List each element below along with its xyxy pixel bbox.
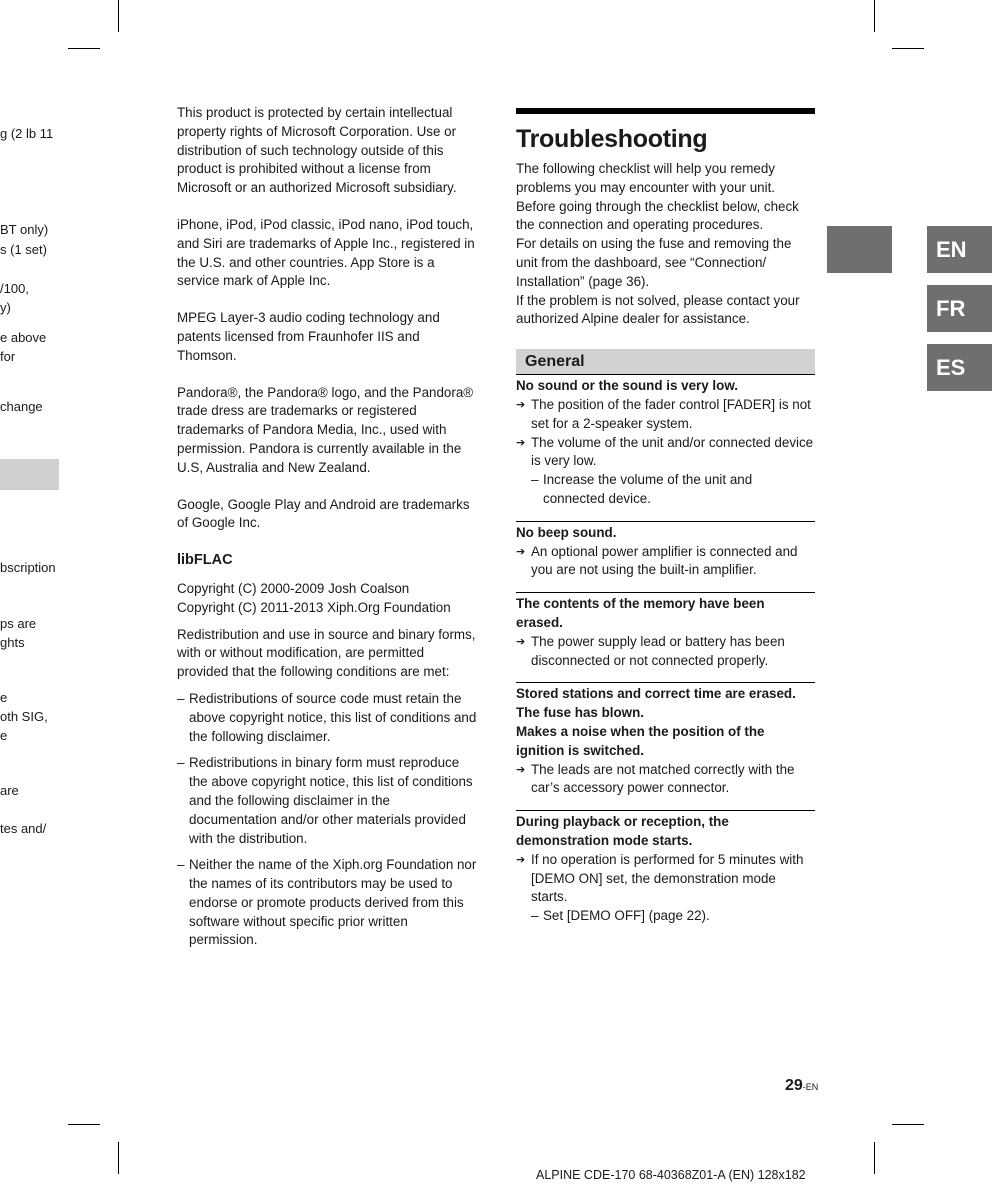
- crop-mark: [118, 1142, 119, 1174]
- google-notice: Google, Google Play and Android are trademarks of Google Inc.: [177, 496, 470, 531]
- left-fragment: e above: [0, 330, 47, 345]
- tab-es[interactable]: ES: [927, 344, 992, 391]
- crop-mark: [874, 1142, 875, 1174]
- license-condition: – Redistributions in binary form must reproduce the above copyright notice, this list of conditions and the following disclaimer in the documentation and/or other materials provided with the distribution.: [177, 754, 477, 848]
- mpeg-notice: MPEG Layer-3 audio coding technology and patents licensed from Fraunhofer IIS and Thomson.: [177, 310, 440, 363]
- section-heading-general: General: [516, 349, 815, 375]
- copyright-line: Copyright (C) 2000-2009 Josh Coalson: [177, 580, 410, 596]
- left-fragment: tes and/: [0, 821, 47, 836]
- left-fragment: ps are: [0, 616, 37, 631]
- left-fragment: e: [0, 728, 8, 743]
- apple-notice: iPhone, iPod, iPod classic, iPod nano, iPod touch, and Siri are trademarks of Apple Inc., registered in the U.S. and other countries. App Store is a service mark of Apple Inc.: [177, 216, 475, 289]
- pandora-notice: Pandora®, the Pandora® logo, and the Pandora® trade dress are trademarks or registered trademarks of Pandora Media, Inc., used with permission. Pandora is currently available in the U.S, Australia and New Zealand.: [177, 384, 474, 475]
- intro-paragraph: If the problem is not solved, please contact your authorized Alpine dealer for assistance.: [516, 292, 800, 327]
- crop-mark: [118, 0, 119, 32]
- issue-item: [516, 521, 815, 580]
- left-fragment: change: [0, 399, 43, 414]
- left-fragment: bscription: [0, 560, 56, 575]
- license-condition: – Neither the name of the Xiph.org Foundation nor the names of its contributors may be used to endorse or promote products derived from this software without specific prior written permission.: [177, 856, 477, 950]
- issue-cause: ➔ The volume of the unit and/or connected device is very low.: [516, 434, 815, 472]
- redistribution-intro: Redistribution and use in source and binary forms, with or without modification, are permitted provided that the following conditions are met:: [177, 626, 476, 680]
- issue-heading: The fuse has blown.: [516, 705, 644, 721]
- libflac-heading: libFLAC: [177, 552, 233, 569]
- left-fragment: s (1 set): [0, 242, 47, 257]
- left-fragment: for: [0, 349, 16, 364]
- issue-heading: Makes a noise when the position of the ignition is switched.: [516, 723, 765, 758]
- intro-paragraph: For details on using the fuse and removing the unit from the dashboard, see “Connection/ Installation” (page 36).: [516, 236, 792, 289]
- page-number-suffix: -EN: [802, 1082, 819, 1092]
- intro: [516, 160, 815, 329]
- issue-item: [516, 592, 815, 670]
- trademark-column: [177, 104, 477, 958]
- crop-mark: [892, 48, 924, 49]
- issue-remedy: – Set [DEMO OFF] (page 22).: [516, 907, 815, 926]
- page-number-value: 29: [785, 1077, 803, 1094]
- left-fragment: oth SIG,: [0, 709, 48, 724]
- issue-item: [516, 375, 815, 509]
- issue-remedy: – Increase the volume of the unit and connected device.: [516, 471, 815, 509]
- left-section-bar: [0, 459, 59, 490]
- microsoft-notice: This product is protected by certain intellectual property rights of Microsoft Corporation. Use or distribution of such technology outside of this product is prohibited without a license from Microsoft or an authorized Microsoft subsidiary.: [177, 105, 457, 196]
- intro-paragraph: The following checklist will help you remedy problems you may encounter with your unit. Before going through the checklist below, check the connection and operating procedures.: [516, 161, 799, 233]
- license-condition: – Redistributions of source code must retain the above copyright notice, this list of conditions and the following disclaimer.: [177, 690, 477, 746]
- issue-cause: ➔ The leads are not matched correctly with the car’s accessory power connector.: [516, 761, 815, 799]
- issue-heading: No beep sound.: [516, 524, 617, 540]
- left-fragment: y): [0, 300, 11, 315]
- left-fragment: ghts: [0, 635, 25, 650]
- issue-heading: The contents of the memory have been erased.: [516, 596, 765, 630]
- issue-heading: No sound or the sound is very low.: [516, 378, 738, 394]
- troubleshooting-column: [516, 108, 815, 926]
- issue-cause: ➔ The position of the fader control [FADER] is not set for a 2-speaker system.: [516, 396, 815, 434]
- left-fragment: BT only): [0, 222, 49, 237]
- issue-heading: Stored stations and correct time are erased.: [516, 686, 796, 702]
- tab-fr[interactable]: FR: [927, 285, 992, 332]
- crop-mark: [68, 1124, 100, 1125]
- copyright-lines: [177, 580, 477, 618]
- issue-item: [516, 682, 815, 798]
- copyright-line: Copyright (C) 2011-2013 Xiph.Org Foundation: [177, 599, 451, 615]
- issue-cause: ➔ The power supply lead or battery has been disconnected or not connected properly.: [516, 633, 815, 671]
- left-fragment: are: [0, 783, 19, 798]
- left-fragment: e: [0, 690, 8, 705]
- issue-heading: During playback or reception, the demonstration mode starts.: [516, 814, 729, 848]
- footer-code: ALPINE CDE-170 68-40368Z01-A (EN) 128x182: [536, 1168, 806, 1182]
- title-rule: [516, 108, 815, 114]
- page-number: [785, 1077, 818, 1095]
- left-fragment: g (2 lb 11: [0, 126, 54, 141]
- tab-en[interactable]: EN: [927, 226, 992, 273]
- license-conditions: [177, 690, 477, 950]
- crop-mark: [892, 1124, 924, 1125]
- issue-item: [516, 810, 815, 926]
- issue-cause: ➔ An optional power amplifier is connected and you are not using the built-in amplifier.: [516, 543, 815, 581]
- crop-mark: [68, 48, 100, 49]
- language-tab-marker: [827, 226, 892, 273]
- left-fragment: /100,: [0, 281, 29, 296]
- issue-cause: ➔ If no operation is performed for 5 minutes with [DEMO ON] set, the demonstration mode starts.: [516, 851, 815, 907]
- crop-mark: [874, 0, 875, 32]
- page-title: Troubleshooting: [516, 125, 708, 153]
